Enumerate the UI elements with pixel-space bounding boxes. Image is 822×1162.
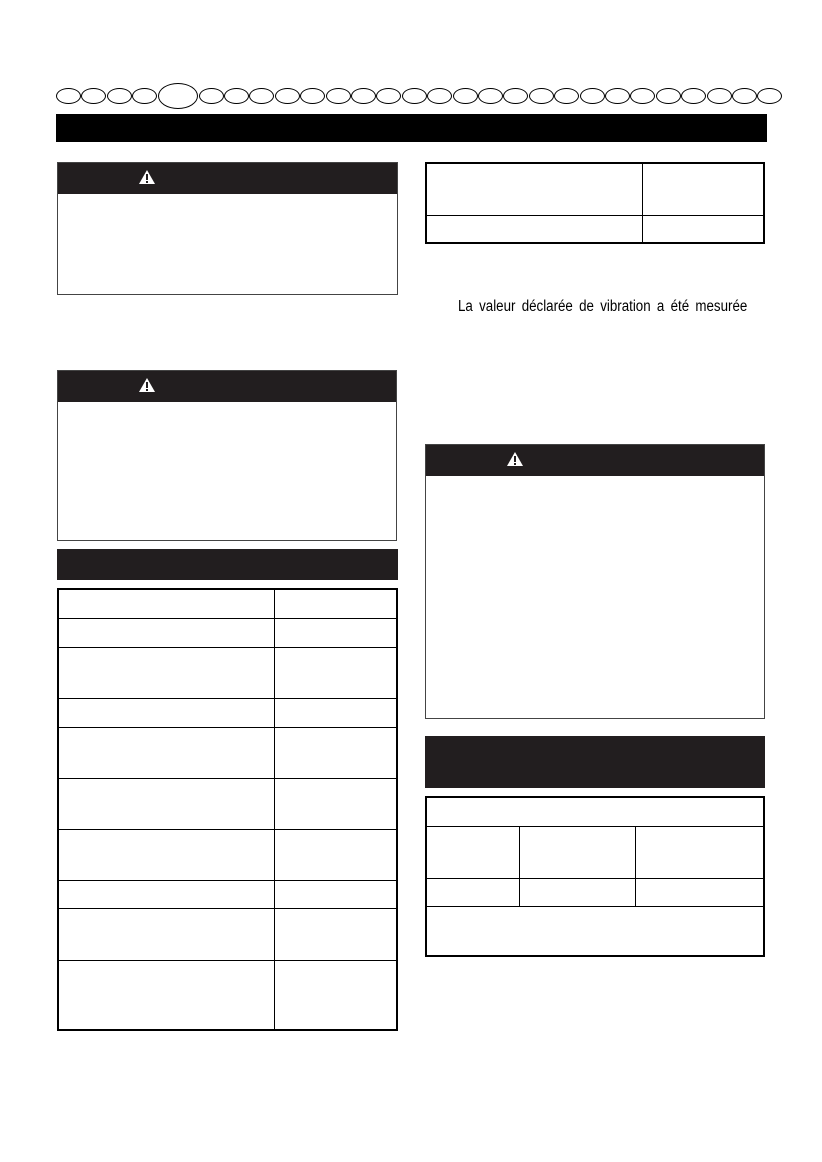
table-row (58, 589, 397, 618)
warning-box-1 (57, 162, 398, 295)
language-tab[interactable] (427, 88, 452, 104)
noise-table (425, 162, 765, 244)
language-tab[interactable] (81, 88, 106, 104)
warning-triangle-icon (138, 377, 156, 393)
specifications-table (57, 588, 398, 1031)
language-tab[interactable] (478, 88, 503, 104)
language-tab[interactable] (351, 88, 376, 104)
language-tab[interactable] (503, 88, 528, 104)
warning-header (58, 371, 396, 402)
language-tab[interactable] (56, 88, 81, 104)
right-section-header-bar (425, 736, 765, 788)
language-tab[interactable] (707, 88, 732, 104)
language-tab[interactable] (275, 88, 300, 104)
warning-triangle-icon (138, 169, 156, 185)
table-row (426, 215, 764, 243)
table-row (426, 906, 764, 956)
language-tab[interactable] (300, 88, 325, 104)
table-row (58, 960, 397, 1030)
warning-header (426, 445, 764, 476)
table-row (58, 727, 397, 778)
language-tab[interactable] (554, 88, 579, 104)
table-row (58, 880, 397, 908)
warning-box-3 (425, 444, 765, 719)
language-tab[interactable] (107, 88, 132, 104)
language-tab[interactable] (732, 88, 757, 104)
title-bar (56, 114, 767, 142)
warning-triangle-icon (506, 451, 524, 467)
vibration-table (425, 796, 765, 957)
vibration-text: La valeur déclarée de vibration a été mesurée (458, 298, 748, 315)
specifications-header-bar (57, 549, 398, 580)
language-tab[interactable] (224, 88, 249, 104)
warning-box-2 (57, 370, 397, 541)
language-tab[interactable] (757, 88, 782, 104)
language-tab[interactable] (453, 88, 478, 104)
table-row (58, 618, 397, 647)
language-tab[interactable] (580, 88, 605, 104)
language-tabs (56, 83, 768, 109)
language-tab-active[interactable] (158, 83, 198, 109)
language-tab[interactable] (681, 88, 706, 104)
language-tab[interactable] (402, 88, 427, 104)
language-tab[interactable] (376, 88, 401, 104)
language-tab[interactable] (199, 88, 224, 104)
table-row (426, 163, 764, 215)
table-row (58, 698, 397, 727)
table-row (58, 647, 397, 698)
table-row (426, 878, 764, 906)
language-tab[interactable] (326, 88, 351, 104)
language-tab[interactable] (630, 88, 655, 104)
table-row (58, 908, 397, 960)
table-row (58, 829, 397, 880)
warning-header (58, 163, 397, 194)
table-row (426, 797, 764, 826)
language-tab[interactable] (132, 88, 157, 104)
language-tab[interactable] (249, 88, 274, 104)
table-row (426, 826, 764, 878)
table-row (58, 778, 397, 829)
language-tab[interactable] (605, 88, 630, 104)
language-tab[interactable] (656, 88, 681, 104)
language-tab[interactable] (529, 88, 554, 104)
